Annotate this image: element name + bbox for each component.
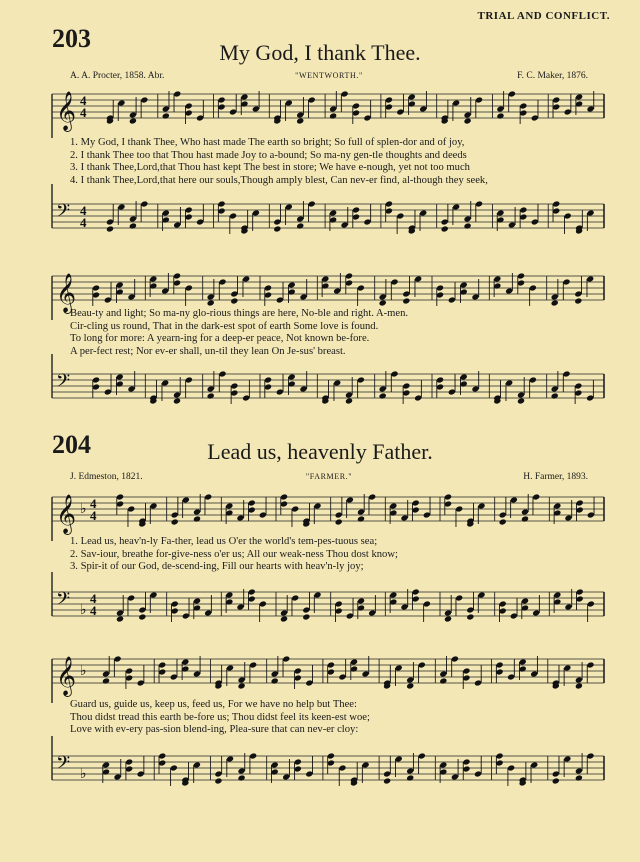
- note-head: [329, 112, 337, 119]
- note-head: [496, 112, 504, 119]
- flat-icon: ♭: [80, 766, 87, 782]
- lyric-line: 1. Lead us, heav'n-ly Fa-ther, lead us O'er the world's tem-pes-tuous sea;: [70, 536, 378, 547]
- note-head: [193, 515, 201, 522]
- note-head: [207, 299, 215, 306]
- note-head: [406, 682, 414, 689]
- hymn-title: My God, I thank Thee.: [219, 40, 421, 65]
- note-head: [499, 518, 507, 525]
- note-head: [466, 613, 474, 620]
- composer-credit: F. C. Maker, 1876.: [517, 71, 588, 81]
- time-signature: 4: [90, 591, 97, 606]
- bass-clef-icon: 𝄢: [56, 201, 71, 226]
- lyric-line: Cir-cling us round, That in the dark-est spot of earth Some love is found.: [70, 320, 379, 332]
- note-head: [271, 677, 279, 684]
- time-signature: 4: [80, 93, 87, 108]
- note-head: [280, 615, 288, 622]
- note-head: [173, 397, 181, 404]
- note-head: [238, 682, 246, 689]
- lyric-line: Beau-ty and light; So ma-ny glo-rious things are here, No-ble and right. A-men.: [70, 308, 409, 319]
- bass-staff: [0, 578, 640, 634]
- treble-clef-icon: 𝄞: [56, 656, 77, 696]
- lyric-line: Thou didst tread this earth be-fore us; Thou didst feel its keen-est woe;: [70, 711, 370, 723]
- section-heading: TRIAL AND CONFLICT.: [477, 10, 610, 22]
- lyric-line: Love with ev-ery pas-sion blend-ing, Plea-sure that can nev-er cloy:: [70, 724, 359, 736]
- treble-staff: [0, 645, 640, 701]
- note-head: [402, 297, 410, 304]
- note-head: [551, 392, 559, 399]
- lyric-line: 2. Sav-iour, breathe for-give-ness o'er us; All our weak-ness Thou dost know;: [70, 548, 398, 560]
- note-head: [464, 222, 472, 229]
- lyrics-block: [70, 308, 606, 358]
- lyric-line: A per-fect rest; Nor ev-er shall, un-til they lean On Je-sus' breast.: [70, 345, 346, 357]
- note-head: [441, 225, 449, 232]
- note-head: [552, 777, 560, 784]
- note-head: [575, 682, 583, 689]
- note-head: [444, 615, 452, 622]
- lyrics-block: [70, 137, 606, 187]
- treble-staff: [0, 80, 640, 136]
- lyric-line: 2. I thank Thee too that Thou hast made Joy to a-bound; So ma-ny gen-tle thoughts and deeds: [70, 149, 467, 161]
- hymn-number: 203: [52, 24, 91, 53]
- note-head: [406, 774, 414, 781]
- note-head: [102, 677, 110, 684]
- note-head: [138, 613, 146, 620]
- author-credit: J. Edmeston, 1821.: [70, 472, 143, 482]
- lyric-line: 3. Spir-it of our God, de-scend-ing, Fill our hearts with heav'n-ly joy;: [70, 561, 364, 573]
- note-head: [129, 117, 137, 124]
- bass-staff: [0, 360, 640, 416]
- note-head: [574, 297, 582, 304]
- lyrics-block: [70, 536, 606, 574]
- note-head: [129, 222, 137, 229]
- note-head: [335, 518, 343, 525]
- flat-icon: ♭: [80, 501, 87, 517]
- hymn-number: 204: [52, 430, 91, 459]
- note-head: [439, 677, 447, 684]
- lyric-line: 3. I thank Thee,Lord,that Thou hast kept The best in store; We have e-nough, yet not too much: [70, 162, 470, 174]
- note-head: [551, 299, 559, 306]
- treble-clef-icon: 𝄞: [56, 91, 77, 131]
- treble-clef-icon: 𝄞: [56, 494, 77, 534]
- note-head: [575, 774, 583, 781]
- tune-name: "FARMER.": [305, 472, 353, 481]
- note-head: [357, 515, 365, 522]
- composer-credit: H. Farmer, 1893.: [523, 472, 588, 482]
- note-head: [106, 225, 114, 232]
- hymn-title: Lead us, heavenly Father.: [207, 439, 433, 464]
- note-head: [345, 397, 353, 404]
- note-head: [230, 297, 238, 304]
- note-head: [162, 112, 170, 119]
- bass-staff: [0, 190, 640, 246]
- note-head: [302, 613, 310, 620]
- note-head: [296, 222, 304, 229]
- note-head: [517, 397, 525, 404]
- note-head: [171, 518, 179, 525]
- lyric-line: 4. I thank Thee,Lord,that here our souls,Though amply blest, Can nev-er find, al-though they seek,: [70, 174, 488, 186]
- time-signature: 4: [90, 496, 97, 511]
- lyric-line: Guard us, guide us, keep us, feed us, For we have no help but Thee:: [70, 699, 357, 710]
- lyric-line: To long for more: A yearn-ing for a deep-er peace, Not known be-fore.: [70, 333, 370, 345]
- bass-staff: [0, 742, 640, 798]
- note-head: [521, 515, 529, 522]
- note-head: [214, 777, 222, 784]
- note-head: [207, 392, 215, 399]
- tune-name: "WENTWORTH.": [295, 71, 363, 80]
- flat-icon: ♭: [80, 663, 87, 679]
- bass-clef-icon: 𝄢: [56, 371, 71, 396]
- treble-clef-icon: 𝄞: [56, 273, 77, 313]
- lyric-line: 1. My God, I thank Thee, Who hast made The earth so bright; So full of splen-dor and of joy,: [70, 137, 465, 148]
- note-head: [116, 615, 124, 622]
- time-signature: 4: [80, 105, 87, 120]
- bass-clef-icon: 𝄢: [56, 589, 71, 614]
- note-head: [383, 777, 391, 784]
- note-head: [464, 117, 472, 124]
- note-head: [273, 225, 281, 232]
- bass-clef-icon: 𝄢: [56, 753, 71, 778]
- time-signature: 4: [90, 508, 97, 523]
- time-signature: 4: [80, 203, 87, 218]
- author-credit: A. A. Procter, 1858. Abr.: [70, 71, 165, 81]
- note-head: [238, 774, 246, 781]
- time-signature: 4: [80, 215, 87, 230]
- flat-icon: ♭: [80, 602, 87, 618]
- time-signature: 4: [90, 603, 97, 618]
- lyrics-block: [70, 699, 606, 737]
- note-head: [379, 299, 387, 306]
- note-head: [379, 392, 387, 399]
- note-head: [296, 117, 304, 124]
- treble-staff: [0, 483, 640, 539]
